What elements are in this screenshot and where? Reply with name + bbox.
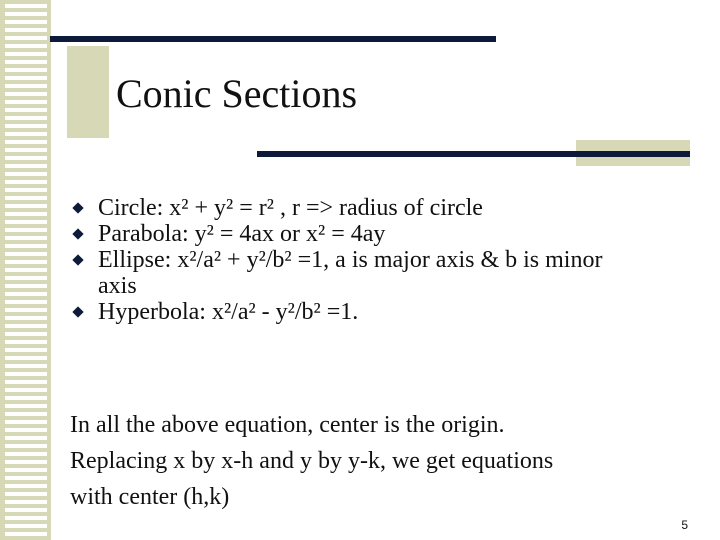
title-rule-top (50, 36, 496, 42)
bullet-text: Circle: x² + y² = r² , r => radius of circle (98, 195, 483, 221)
body-line: Replacing x by x-h and y by y-k, we get equations (70, 448, 554, 474)
bullet-item-circle (74, 195, 644, 221)
bullet-item-parabola (74, 221, 644, 247)
bullet-list (74, 195, 644, 325)
bullet-text: Ellipse: x²/a² + y²/b² =1, a is major axis & b is minor axis (98, 247, 603, 299)
body-line: In all the above equation, center is the origin. (70, 412, 505, 438)
diamond-bullet-icon (72, 306, 83, 317)
bullet-item-ellipse (74, 247, 644, 299)
diamond-bullet-icon (72, 254, 83, 265)
diamond-bullet-icon (72, 202, 83, 213)
diamond-bullet-icon (72, 228, 83, 239)
accent-block-left (67, 46, 109, 138)
slide-title: Conic Sections (116, 71, 358, 116)
bullet-text: Parabola: y² = 4ax or x² = 4ay (98, 221, 386, 247)
body-line: with center (h,k) (70, 484, 230, 510)
decorative-stripe (0, 0, 51, 540)
bullet-item-hyperbola (74, 299, 644, 325)
page-number: 5 (681, 518, 688, 532)
bullet-text: Hyperbola: x²/a² - y²/b² =1. (98, 299, 359, 325)
title-rule-bottom (257, 151, 690, 157)
body-paragraph (70, 407, 670, 515)
